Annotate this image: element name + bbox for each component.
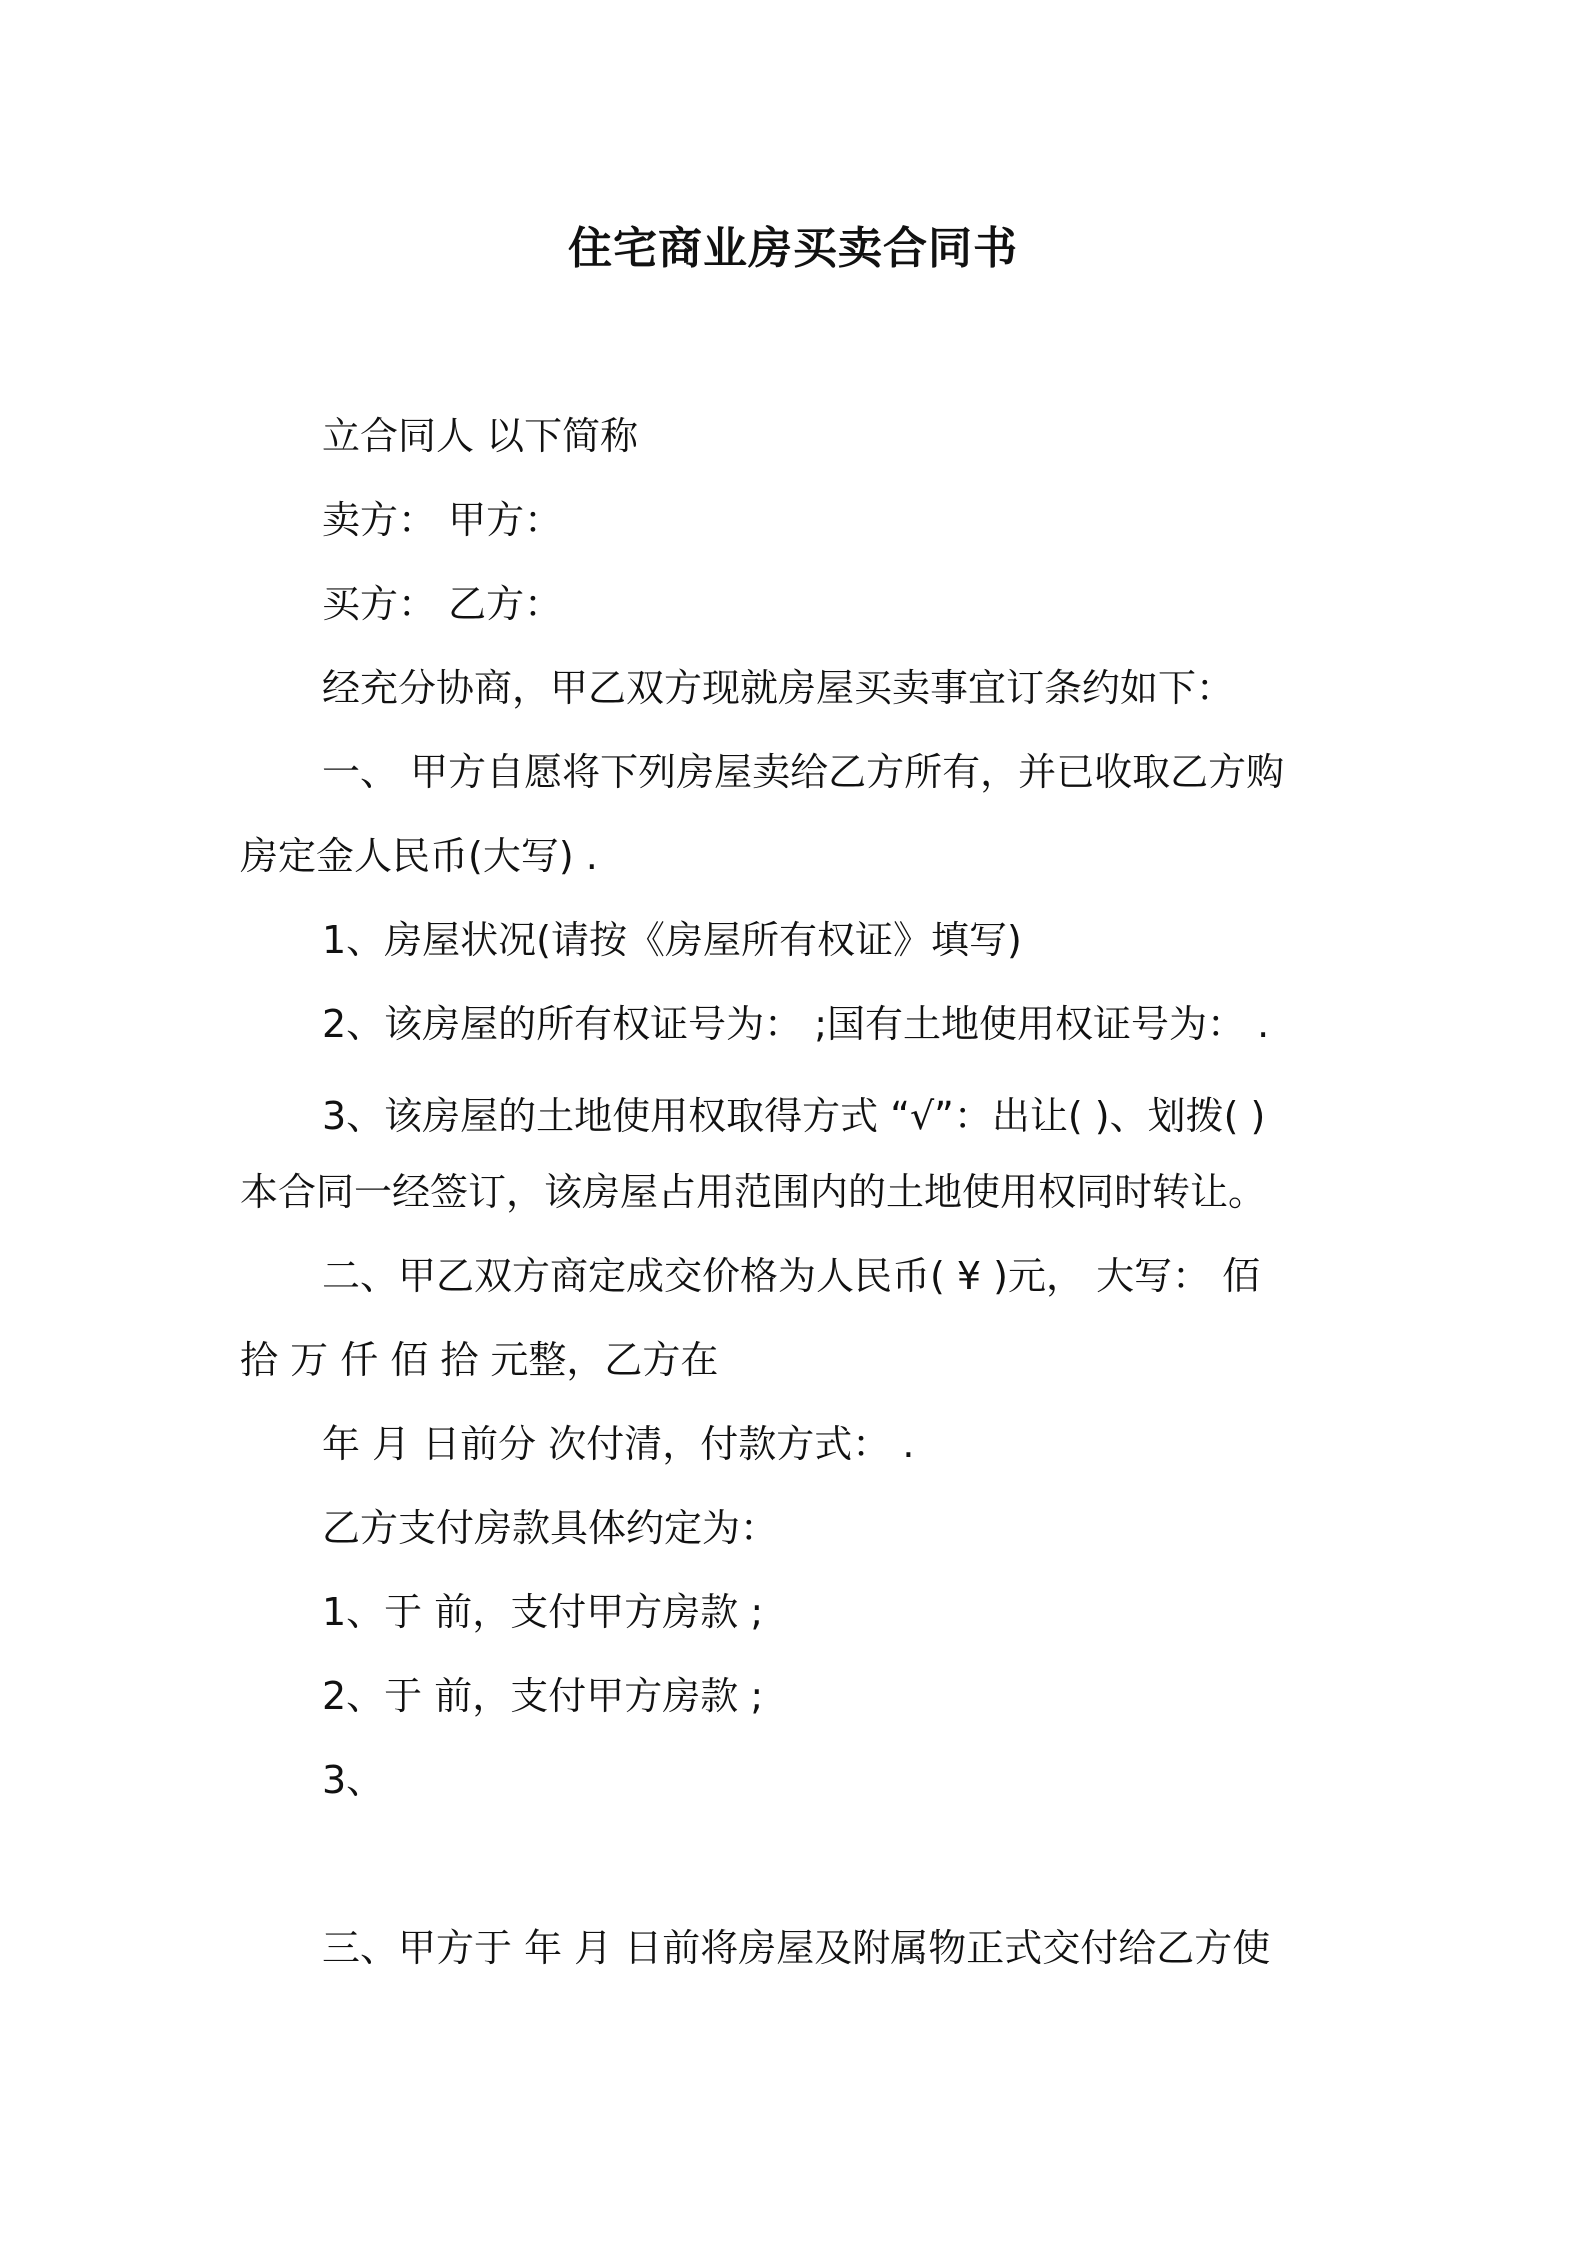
- clause-1-line-1: 一、 甲方自愿将下列房屋卖给乙方所有，并已收取乙方购: [322, 750, 1285, 794]
- document-title: 住宅商业房买卖合同书: [568, 223, 1018, 274]
- payment-item-2: 2、于 前，支付甲方房款 ;: [322, 1674, 764, 1718]
- clause-1-item-1: 1、房屋状况(请按《房屋所有权证》填写): [322, 918, 1022, 962]
- contract-parties-line: 立合同人 以下简称: [322, 414, 639, 458]
- buyer-line: 买方： 乙方：: [322, 582, 563, 626]
- clause-2-line-1: 二、甲乙双方商定成交价格为人民币( ¥ )元， 大写： 佰: [322, 1254, 1261, 1298]
- clause-2-line-3: 年 月 日前分 次付清，付款方式： .: [322, 1422, 915, 1466]
- payment-item-3: 3、: [322, 1758, 385, 1802]
- clause-3-line-1: 三、甲方于 年 月 日前将房屋及附属物正式交付给乙方使: [322, 1926, 1271, 1970]
- clause-1-item-3: 3、该房屋的土地使用权取得方式 “√”：出让( )、划拨( ): [322, 1094, 1266, 1138]
- payment-terms-heading: 乙方支付房款具体约定为：: [322, 1506, 779, 1550]
- seller-line: 卖方： 甲方：: [322, 498, 563, 542]
- payment-item-1: 1、于 前，支付甲方房款 ;: [322, 1590, 764, 1634]
- clause-1-item-2: 2、该房屋的所有权证号为： ;国有土地使用权证号为： .: [322, 1002, 1270, 1046]
- agreement-intro-line: 经充分协商，甲乙双方现就房屋买卖事宜订条约如下：: [322, 666, 1235, 710]
- clause-1-line-2: 房定金人民币(大写) .: [240, 834, 598, 878]
- clause-2-line-2: 拾 万 仟 佰 拾 元整，乙方在: [240, 1338, 719, 1382]
- clause-1-transfer-line: 本合同一经签订，该房屋占用范围内的土地使用权同时转让。: [240, 1170, 1267, 1214]
